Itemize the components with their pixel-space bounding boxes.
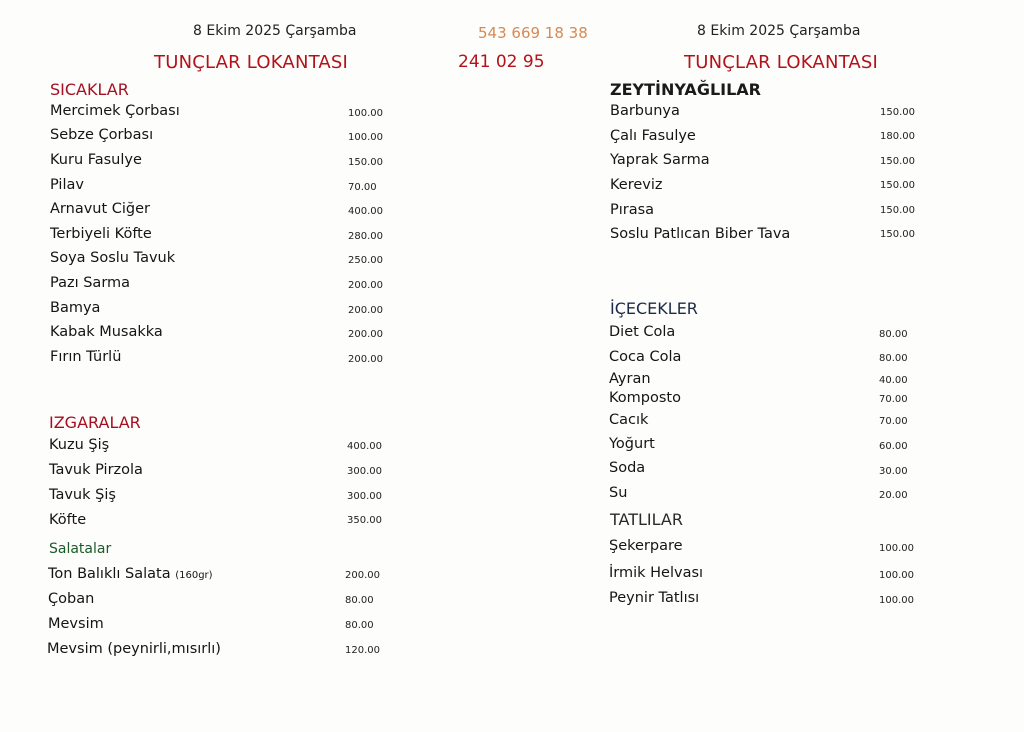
menu-item: Soslu Patlıcan Biber Tava <box>610 226 791 242</box>
menu-item: Peynir Tatlısı <box>609 590 700 606</box>
menu-item-price: 70.00 <box>879 416 908 427</box>
menu-item-price: 280.00 <box>348 231 383 242</box>
menu-item: Pazı Sarma <box>50 275 131 291</box>
section-heading-izgaralar: IZGARALAR <box>49 413 141 432</box>
menu-item-price: 100.00 <box>879 543 914 554</box>
menu-item: Barbunya <box>610 103 680 119</box>
menu-item-price: 70.00 <box>879 394 908 405</box>
menu-item-price: 150.00 <box>880 180 915 191</box>
menu-item <box>48 566 213 582</box>
menu-item: İrmik Helvası <box>609 565 704 581</box>
menu-item-price: 400.00 <box>347 441 382 452</box>
left-restaurant-title: TUNÇLAR LOKANTASI <box>154 52 349 73</box>
menu-item-price: 70.00 <box>348 182 377 193</box>
menu-item-price: 80.00 <box>879 329 908 340</box>
menu-item: Diet Cola <box>609 324 676 340</box>
menu-item-price: 100.00 <box>879 570 914 581</box>
menu-item: Pilav <box>50 177 84 193</box>
menu-item-price: 200.00 <box>348 329 383 340</box>
section-heading-icecekler: İÇECEKLER <box>610 299 698 318</box>
section-heading-salatalar: Salatalar <box>49 541 112 557</box>
menu-item: Soda <box>609 460 646 476</box>
menu-item-price: 150.00 <box>880 205 915 216</box>
menu-item: Mevsim (peynirli,mısırlı) <box>47 641 221 657</box>
menu-item-price: 150.00 <box>348 157 383 168</box>
menu-item-price: 100.00 <box>879 595 914 606</box>
menu-item: Soya Soslu Tavuk <box>50 250 176 266</box>
section-heading-tatlilar: TATLILAR <box>610 510 683 529</box>
menu-item: Cacık <box>609 412 649 428</box>
menu-item-price: 60.00 <box>879 441 908 452</box>
menu-item-price: 200.00 <box>348 305 383 316</box>
menu-item-price: 400.00 <box>348 206 383 217</box>
menu-item-name: Ton Balıklı Salata <box>48 566 171 582</box>
menu-item-price: 150.00 <box>880 229 915 240</box>
menu-item-weight-note: (160gr) <box>175 570 213 581</box>
section-heading-sicaklar: SICAKLAR <box>50 80 129 99</box>
menu-item: Kuzu Şiş <box>49 437 110 453</box>
menu-item: Tavuk Şiş <box>49 487 116 503</box>
menu-item-price: 20.00 <box>879 490 908 501</box>
menu-item-price: 200.00 <box>345 570 380 581</box>
menu-item-price: 300.00 <box>347 466 382 477</box>
menu-item: Şekerpare <box>609 538 683 554</box>
section-heading-zeytinyaglilar: ZEYTİNYAĞLILAR <box>610 80 761 99</box>
menu-item-price: 180.00 <box>880 131 915 142</box>
menu-item: Sebze Çorbası <box>50 127 154 143</box>
menu-item: Köfte <box>49 512 87 528</box>
menu-item-price: 200.00 <box>348 280 383 291</box>
menu-item-price: 80.00 <box>879 353 908 364</box>
menu-item: Ayran <box>609 371 651 387</box>
phone-mobile: 543 669 18 38 <box>478 24 588 42</box>
menu-item: Terbiyeli Köfte <box>50 226 152 242</box>
right-restaurant-title: TUNÇLAR LOKANTASI <box>684 52 879 73</box>
menu-item-price: 100.00 <box>348 108 383 119</box>
menu-item: Arnavut Ciğer <box>50 201 151 217</box>
menu-item: Fırın Türlü <box>50 349 122 365</box>
menu-item: Kuru Fasulye <box>50 152 142 168</box>
menu-item: Kereviz <box>610 177 663 193</box>
menu-item: Kabak Musakka <box>50 324 163 340</box>
menu-item: Çoban <box>48 591 95 607</box>
menu-item: Coca Cola <box>609 349 682 365</box>
menu-item: Mevsim <box>48 616 104 632</box>
menu-item: Tavuk Pirzola <box>49 462 143 478</box>
menu-item-price: 30.00 <box>879 466 908 477</box>
phone-landline: 241 02 95 <box>458 52 545 72</box>
menu-item-price: 150.00 <box>880 156 915 167</box>
menu-item-price: 200.00 <box>348 354 383 365</box>
menu-item-price: 120.00 <box>345 645 380 656</box>
menu-item: Yaprak Sarma <box>610 152 710 168</box>
menu-item-price: 40.00 <box>879 375 908 386</box>
menu-item-price: 80.00 <box>345 595 374 606</box>
right-date: 8 Ekim 2025 Çarşamba <box>697 23 861 39</box>
menu-item-price: 250.00 <box>348 255 383 266</box>
menu-item: Çalı Fasulye <box>610 128 696 144</box>
menu-item-price: 300.00 <box>347 491 382 502</box>
menu-item: Su <box>609 485 628 501</box>
menu-item: Yoğurt <box>609 436 655 452</box>
menu-item: Pırasa <box>610 202 655 218</box>
menu-item-price: 350.00 <box>347 515 382 526</box>
menu-item-price: 80.00 <box>345 620 374 631</box>
menu-item: Mercimek Çorbası <box>50 103 180 119</box>
left-date: 8 Ekim 2025 Çarşamba <box>193 23 357 39</box>
menu-item-price: 100.00 <box>348 132 383 143</box>
menu-item: Komposto <box>609 390 681 406</box>
menu-item: Bamya <box>50 300 101 316</box>
menu-item-price: 150.00 <box>880 107 915 118</box>
